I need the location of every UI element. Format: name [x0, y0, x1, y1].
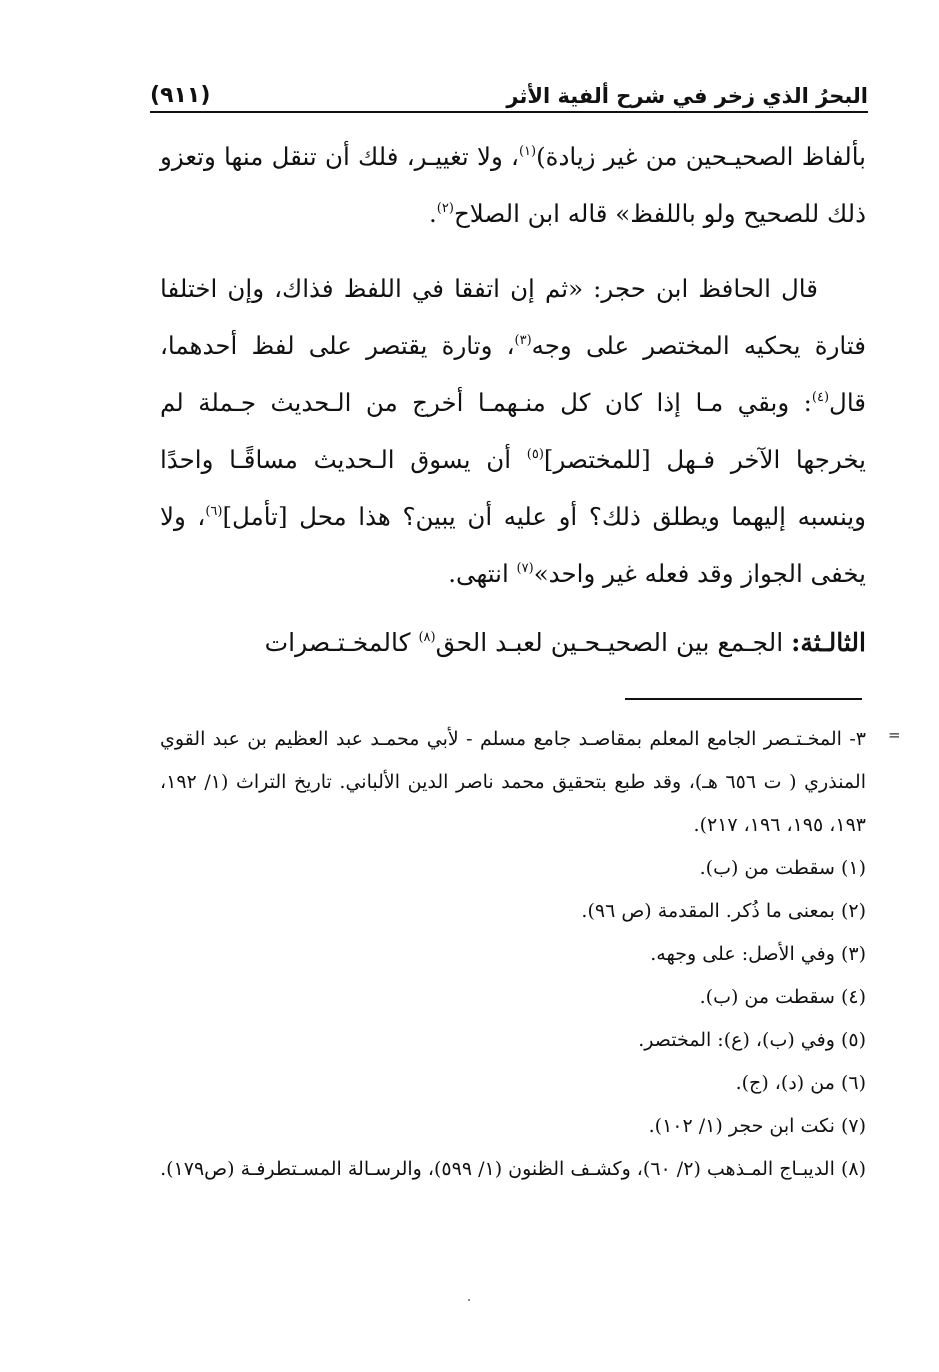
footnote-item	[160, 890, 866, 933]
text-run: : وبقي مـا إذا كان كل منـهمـا أخرج من الـحديث جـملة لم يخرجها الآخر فـهل [للمختصر]	[160, 388, 866, 474]
footnote-ref: (٥)	[526, 447, 544, 462]
footnote-number: (١)	[840, 857, 866, 879]
footnote-ref: (١)	[518, 144, 537, 159]
running-title: البحرُ الذي زخر في شرح ألفية الأثر	[506, 84, 868, 108]
footnote-text: الديبـاج المـذهب (٢/ ٦٠)، وكشـف الظنون (١/ ٥٩٩)، والرسـالة المسـتطرفـة (ص١٧٩).	[160, 1158, 835, 1180]
text-run: انتهى.	[448, 559, 517, 588]
page-header	[150, 62, 868, 108]
section-label: الثالـثة:	[791, 628, 866, 657]
header-rule	[150, 111, 868, 113]
footnote-ref: (٦)	[205, 504, 223, 519]
text-run: كالمخـتـصرات	[264, 628, 419, 657]
paragraph-2	[160, 260, 866, 602]
text-run: أن يسوق الـحديث مساقًـا واحدًا وينسبه إليهما ويطلق ذلك؟ أو عليه أن يبين؟ هذا محل [تأمل]	[160, 445, 867, 531]
footnote-item	[160, 1148, 866, 1191]
paragraph-1	[160, 128, 866, 242]
footnote-number: (٧)	[840, 1115, 866, 1137]
text-run: ، ولا يخفى الجواز وقد فعله غير واحد»	[160, 502, 866, 588]
footnote-text: بمعنى ما ذُكر. المقدمة (ص ٩٦).	[581, 900, 835, 922]
footnote-text: وفي (ب)، (ع): المختصر.	[638, 1029, 835, 1051]
footnote-ref: (٣)	[514, 333, 532, 348]
main-text	[160, 128, 866, 671]
footnote-ref: (٤)	[811, 390, 830, 405]
text-run: ، وتارة يقتصر على لفظ أحدهما، قال	[160, 331, 866, 417]
footnote-item	[160, 1019, 866, 1062]
footnote-number: (٨)	[840, 1158, 866, 1180]
footnote-number: (٣)	[840, 943, 866, 965]
page-number: (٩١١)	[150, 83, 211, 108]
footnote-item	[160, 847, 866, 890]
footnote-text: من (د)، (ج).	[735, 1072, 835, 1094]
footnote-number: (٦)	[840, 1072, 866, 1094]
footnote-continuation: ٣- المخـتـصر الجامع المعلم بمقاصـد جامع مسلم - لأبي محمـد عبد العظيم بن عبد القوي المنذري ( ت ٦٥٦ هـ)، وقد طبع بتحقيق محمد ناصر الدين الألباني. تاريخ التراث (١/ ١٩٢، ١٩٣، ١٩٥، ١٩٦، ٢١٧).	[160, 728, 866, 836]
text-run: قال الحافظ ابن حجر: «ثم إن اتفقا في اللفظ فذاك، وإن اختلفا فتارة يحكيه المختصر على وجه	[160, 274, 866, 360]
footnote-item	[160, 933, 866, 976]
footnote-item	[160, 976, 866, 1019]
footnote-text: سقطت من (ب).	[699, 986, 835, 1008]
footnote-text: نكت ابن حجر (١/ ١٠٢).	[648, 1115, 835, 1137]
text-run: .	[429, 199, 437, 228]
footnote-text: سقطت من (ب).	[699, 857, 835, 879]
text-run: الجـمع بين الصحيـحـين لعبـد الحق	[435, 628, 792, 657]
footnote-number: (٥)	[840, 1029, 866, 1051]
text-run: ، ولا تغييـر، فلك أن تنقل منها وتعزو ذلك للصحيح ولو باللفظ» قاله ابن الصلاح	[160, 142, 866, 228]
footnote-number: (٢)	[840, 900, 866, 922]
scan-speck	[468, 1299, 470, 1301]
paragraph-3	[160, 614, 866, 671]
footnote-text: وفي الأصل: على وجهه.	[650, 943, 835, 965]
footnote-ref: (٨)	[418, 630, 436, 645]
footnote-number: (٤)	[840, 986, 866, 1008]
text-run: بألفاظ الصحيـحين من غير زيادة)	[536, 142, 866, 171]
footnotes	[160, 718, 866, 1191]
footnote-ref: (٢)	[436, 201, 454, 216]
footnote-item	[160, 1105, 866, 1148]
footnote-separator	[625, 698, 862, 700]
continuation-marker: =	[888, 726, 901, 744]
footnote-ref: (٧)	[516, 561, 534, 576]
footnote-item	[160, 1062, 866, 1105]
